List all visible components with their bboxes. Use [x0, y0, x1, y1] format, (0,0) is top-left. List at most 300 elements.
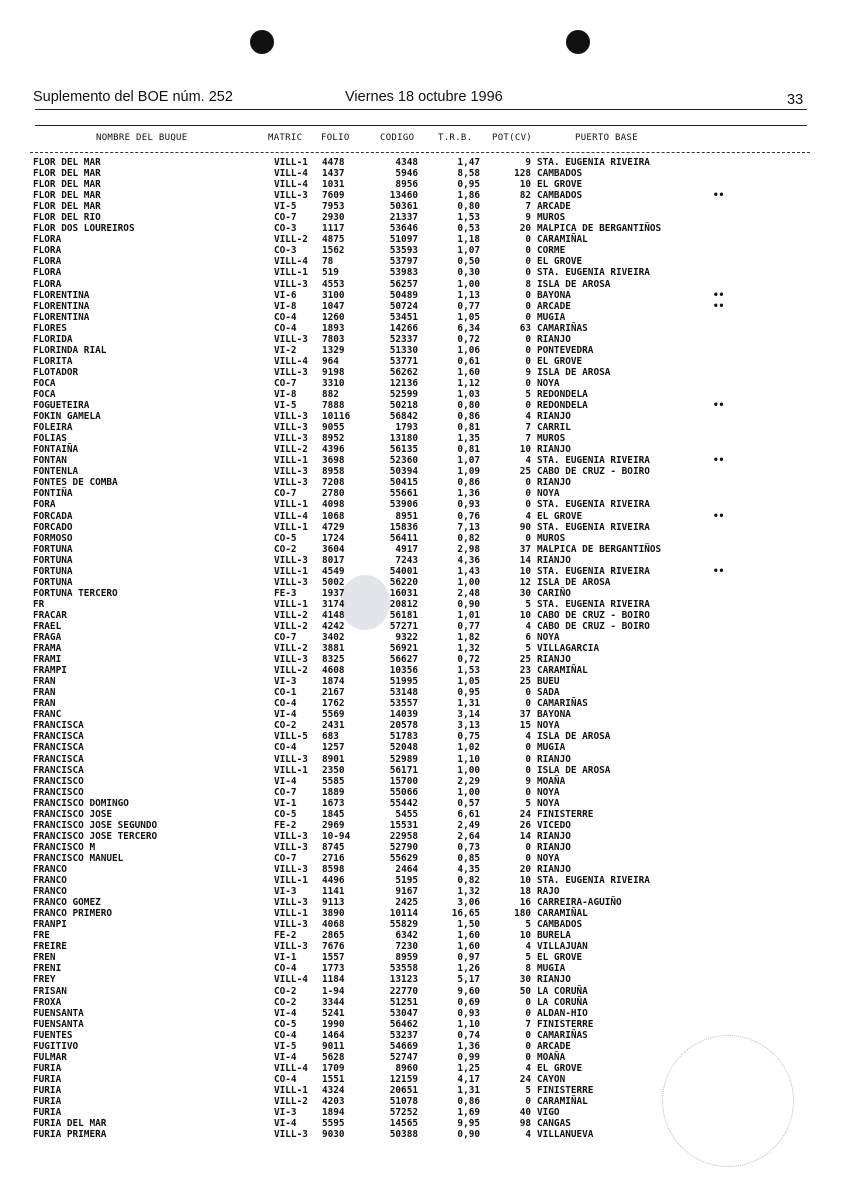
vessel-name: FRANCO	[33, 886, 67, 898]
folio: 1257	[322, 742, 345, 754]
table-row	[0, 245, 847, 256]
port: PONTEVEDRA	[537, 344, 594, 356]
trb: 0,76	[457, 510, 480, 522]
vessel-name: FLOR DEL MAR	[33, 190, 101, 202]
matric: VILL-2	[274, 609, 308, 621]
port: CABO DE CRUZ - BOIRO	[537, 609, 650, 621]
trb: 1,60	[457, 366, 480, 378]
port: CARRIL	[537, 422, 571, 434]
table-row	[0, 444, 847, 455]
port: CABO DE CRUZ - BOIRO	[537, 466, 650, 478]
pot: 4	[525, 1062, 531, 1074]
matric: VILL-4	[274, 179, 308, 191]
pot: 4	[525, 510, 531, 522]
table-row	[0, 577, 847, 588]
pot: 7	[525, 201, 531, 213]
table-row	[0, 157, 847, 168]
pot: 5	[525, 797, 531, 809]
vessel-name: FURIA	[33, 1084, 62, 1096]
matric: VI-4	[274, 775, 297, 787]
port: MUGIA	[537, 963, 566, 975]
folio: 5569	[322, 709, 345, 721]
trb: 1,02	[457, 742, 480, 754]
trb: 9,95	[457, 1118, 480, 1130]
vessel-name: FR	[33, 598, 45, 610]
trb: 0,97	[457, 952, 480, 964]
table-row	[0, 488, 847, 499]
trb: 0,90	[457, 598, 480, 610]
mark: ••	[713, 190, 725, 202]
table-row	[0, 798, 847, 809]
codigo: 56257	[389, 278, 418, 290]
port: EL GROVE	[537, 179, 583, 191]
port: STA. EUGENIA RIVEIRA	[537, 598, 650, 610]
trb: 0,72	[457, 333, 480, 345]
vessel-name: FRAGA	[33, 632, 62, 644]
matric: VI-3	[274, 886, 297, 898]
pot: 0	[525, 256, 531, 268]
pot: 0	[525, 786, 531, 798]
pot: 0	[525, 234, 531, 246]
matric: VI-8	[274, 300, 297, 312]
port: FINISTERRE	[537, 1084, 594, 1096]
trb: 0,75	[457, 731, 480, 743]
matric: VI-8	[274, 388, 297, 400]
pot: 5	[525, 952, 531, 964]
pot: 10	[519, 179, 531, 191]
vessel-name: FRAMI	[33, 654, 62, 666]
pot: 20	[519, 864, 531, 875]
codigo: 51995	[389, 676, 418, 688]
trb: 0,93	[457, 1007, 480, 1019]
codigo: 56262	[389, 366, 418, 378]
table-row	[0, 168, 847, 179]
table-row	[0, 731, 847, 742]
table-row	[0, 742, 847, 753]
matric: VILL-3	[274, 841, 308, 853]
trb: 0,81	[457, 422, 480, 434]
table-row	[0, 941, 847, 952]
folio: 1047	[322, 300, 345, 312]
port: ISLA DE AROSA	[537, 576, 611, 588]
table-row	[0, 632, 847, 643]
port: STA. EUGENIA RIVEIRA	[537, 521, 650, 533]
trb: 2,29	[457, 775, 480, 787]
table-row	[0, 787, 847, 798]
table-row	[0, 345, 847, 356]
matric: CO-2	[274, 985, 297, 997]
table-row	[0, 179, 847, 190]
folio: 1437	[322, 168, 345, 180]
folio: 3881	[322, 643, 345, 655]
folio: 1874	[322, 676, 345, 688]
folio: 1551	[322, 1073, 345, 1085]
pot: 9	[525, 775, 531, 787]
vessel-name: FLOR DOS LOUREIROS	[33, 223, 135, 235]
trb: 1,00	[457, 576, 480, 588]
table-row	[0, 212, 847, 223]
table-row	[0, 367, 847, 378]
folio: 4203	[322, 1095, 345, 1107]
port: NOYA	[537, 852, 560, 864]
pot: 0	[525, 499, 531, 511]
vessel-name: FONTIÑA	[33, 488, 73, 500]
matric: CO-7	[274, 488, 297, 500]
pot: 4	[525, 455, 531, 467]
folio: 4478	[322, 157, 345, 168]
matric: VILL-3	[274, 897, 308, 909]
port: STA. EUGENIA RIVEIRA	[537, 455, 650, 467]
port: CABO DE CRUZ - BOIRO	[537, 620, 650, 632]
codigo: 53047	[389, 1007, 418, 1019]
vessel-name: FLORES	[33, 322, 67, 334]
pot: 98	[519, 1118, 531, 1130]
codigo: 1793	[395, 422, 418, 434]
folio: 1-94	[322, 985, 345, 997]
port: BAYONA	[537, 709, 571, 721]
table-row	[0, 400, 847, 411]
port: LA CORUÑA	[537, 985, 588, 997]
codigo: 13180	[389, 433, 418, 445]
codigo: 53557	[389, 698, 418, 710]
matric: VILL-3	[274, 753, 308, 765]
port: STA. EUGENIA RIVEIRA	[537, 565, 650, 577]
codigo: 53983	[389, 267, 418, 279]
folio: 2431	[322, 720, 345, 732]
port: REDONDELA	[537, 400, 588, 412]
page-number: 33	[787, 92, 804, 108]
port: CAMARIÑAS	[537, 322, 588, 334]
pot: 0	[525, 996, 531, 1008]
vessel-name: FRANCO	[33, 864, 67, 875]
trb: 1,86	[457, 190, 480, 202]
vessel-name: FRANCISCO DOMINGO	[33, 797, 129, 809]
table-row	[0, 190, 847, 201]
pot: 0	[525, 1040, 531, 1052]
table-row	[0, 621, 847, 632]
folio: 1562	[322, 245, 345, 257]
port: CAMBADOS	[537, 190, 583, 202]
table-row	[0, 267, 847, 278]
table-row	[0, 709, 847, 720]
matric: VILL-3	[274, 576, 308, 588]
col-header-codigo: CODIGO	[380, 133, 415, 143]
port: EL GROVE	[537, 256, 583, 268]
codigo: 20651	[389, 1084, 418, 1096]
mark: ••	[713, 400, 725, 412]
vessel-name: FLORA	[33, 256, 62, 268]
trb: 0,53	[457, 223, 480, 235]
codigo: 56220	[389, 576, 418, 588]
folio: 78	[322, 256, 334, 268]
codigo: 5195	[395, 875, 418, 887]
port: RIANJO	[537, 411, 571, 423]
matric: VILL-4	[274, 355, 308, 367]
trb: 0,86	[457, 477, 480, 489]
pot: 37	[519, 709, 531, 721]
port: CAMBADOS	[537, 168, 583, 180]
codigo: 51078	[389, 1095, 418, 1107]
codigo: 52599	[389, 388, 418, 400]
folio: 4396	[322, 444, 345, 456]
vessel-name: FORCADA	[33, 510, 73, 522]
pot: 10	[519, 565, 531, 577]
table-row	[0, 201, 847, 212]
folio: 7888	[322, 400, 345, 412]
table-row	[0, 974, 847, 985]
trb: 1,06	[457, 344, 480, 356]
port: RIANJO	[537, 864, 571, 875]
folio: 3698	[322, 455, 345, 467]
vessel-name: FLORENTINA	[33, 289, 90, 301]
mark: ••	[713, 289, 725, 301]
mark: ••	[713, 510, 725, 522]
matric: VILL-1	[274, 875, 308, 887]
folio: 2969	[322, 819, 345, 831]
matric: VILL-3	[274, 830, 308, 842]
port: ISLA DE AROSA	[537, 764, 611, 776]
pot: 0	[525, 245, 531, 257]
pot: 0	[525, 764, 531, 776]
table-row	[0, 1019, 847, 1030]
pot: 24	[519, 808, 531, 820]
vessel-name: FRACAR	[33, 609, 67, 621]
folio: 683	[322, 731, 339, 743]
folio: 9055	[322, 422, 345, 434]
table-row	[0, 256, 847, 267]
folio: 1117	[322, 223, 345, 235]
matric: VILL-1	[274, 598, 308, 610]
pot: 10	[519, 609, 531, 621]
codigo: 52337	[389, 333, 418, 345]
table-row	[0, 422, 847, 433]
codigo: 51251	[389, 996, 418, 1008]
folio: 3310	[322, 377, 345, 389]
pot: 0	[525, 289, 531, 301]
folio: 964	[322, 355, 339, 367]
folio: 4496	[322, 875, 345, 887]
trb: 2,98	[457, 543, 480, 555]
trb: 0,90	[457, 1129, 480, 1141]
vessel-name: FRANPI	[33, 919, 67, 931]
port: EL GROVE	[537, 952, 583, 964]
pot: 4	[525, 620, 531, 632]
table-row	[0, 698, 847, 709]
vessel-name: FRANCISCA	[33, 731, 84, 743]
port: MALPICA DE BERGANTIÑOS	[537, 223, 662, 235]
codigo: 8960	[395, 1062, 418, 1074]
trb: 0,30	[457, 267, 480, 279]
port: RAJO	[537, 886, 560, 898]
vessel-name: FLORIDA	[33, 333, 73, 345]
pot: 4	[525, 1129, 531, 1141]
pot: 14	[519, 830, 531, 842]
codigo: 56181	[389, 609, 418, 621]
pot: 0	[525, 1029, 531, 1041]
vessel-name: FULMAR	[33, 1051, 67, 1063]
matric: VILL-3	[274, 864, 308, 875]
trb: 5,17	[457, 974, 480, 986]
folio: 3890	[322, 908, 345, 920]
table-row	[0, 754, 847, 765]
folio: 9030	[322, 1129, 345, 1141]
trb: 1,12	[457, 377, 480, 389]
vessel-name: FROXA	[33, 996, 62, 1008]
trb: 0,61	[457, 355, 480, 367]
folio: 8325	[322, 654, 345, 666]
pot: 0	[525, 742, 531, 754]
trb: 0,86	[457, 1095, 480, 1107]
pot: 18	[519, 886, 531, 898]
pot: 14	[519, 554, 531, 566]
table-row	[0, 279, 847, 290]
vessel-name: FORTUNA	[33, 543, 73, 555]
matric: VILL-1	[274, 499, 308, 511]
codigo: 10356	[389, 665, 418, 677]
codigo: 53771	[389, 355, 418, 367]
port: CARAMIÑAL	[537, 908, 588, 920]
col-header-trb: T.R.B.	[438, 133, 473, 143]
port: LA CORUÑA	[537, 996, 588, 1008]
port: EL GROVE	[537, 1062, 583, 1074]
trb: 0,80	[457, 400, 480, 412]
folio: 3604	[322, 543, 345, 555]
port: STA. EUGENIA RIVEIRA	[537, 875, 650, 887]
table-row	[0, 312, 847, 323]
pot: 0	[525, 687, 531, 699]
matric: CO-3	[274, 223, 297, 235]
pot: 0	[525, 311, 531, 323]
port: CARIÑO	[537, 587, 571, 599]
codigo: 52989	[389, 753, 418, 765]
vessel-name: FORTUNA	[33, 576, 73, 588]
vessel-name: FRAN	[33, 676, 56, 688]
table-row	[0, 511, 847, 522]
pot: 7	[525, 422, 531, 434]
vessel-name: FORMOSO	[33, 532, 73, 544]
trb: 1,53	[457, 665, 480, 677]
matric: VILL-1	[274, 764, 308, 776]
matric: CO-4	[274, 322, 297, 334]
codigo: 50361	[389, 201, 418, 213]
vessel-name: FLORINDA RIAL	[33, 344, 107, 356]
vessel-name: FRANCISCO	[33, 786, 84, 798]
codigo: 15531	[389, 819, 418, 831]
table-row	[0, 1008, 847, 1019]
matric: VILL-2	[274, 444, 308, 456]
vessel-name: FRISAN	[33, 985, 67, 997]
trb: 0,57	[457, 797, 480, 809]
pot: 10	[519, 444, 531, 456]
table-row	[0, 455, 847, 466]
table-row	[0, 765, 847, 776]
table-row	[0, 433, 847, 444]
codigo: 55661	[389, 488, 418, 500]
matric: VILL-4	[274, 974, 308, 986]
port: RIANJO	[537, 753, 571, 765]
codigo: 56921	[389, 643, 418, 655]
port: CARREIRA-AGUIÑO	[537, 897, 622, 909]
port: MUROS	[537, 532, 566, 544]
vessel-name: FOCA	[33, 377, 56, 389]
vessel-name: FUGITIVO	[33, 1040, 79, 1052]
matric: VILL-4	[274, 1062, 308, 1074]
codigo: 8956	[395, 179, 418, 191]
trb: 3,14	[457, 709, 480, 721]
matric: VILL-2	[274, 234, 308, 246]
port: ISLA DE AROSA	[537, 731, 611, 743]
pot: 8	[525, 278, 531, 290]
folio: 8598	[322, 864, 345, 875]
pot: 25	[519, 676, 531, 688]
matric: VILL-1	[274, 908, 308, 920]
codigo: 53646	[389, 223, 418, 235]
port: ARCADE	[537, 300, 571, 312]
trb: 1,10	[457, 753, 480, 765]
trb: 0,93	[457, 499, 480, 511]
matric: VILL-3	[274, 278, 308, 290]
table-row	[0, 466, 847, 477]
folio: 5595	[322, 1118, 345, 1130]
port: SADA	[537, 687, 560, 699]
folio: 2716	[322, 852, 345, 864]
port: EL GROVE	[537, 510, 583, 522]
port: ARCADE	[537, 1040, 571, 1052]
codigo: 50394	[389, 466, 418, 478]
pot: 0	[525, 1051, 531, 1063]
pot: 16	[519, 897, 531, 909]
pot: 0	[525, 488, 531, 500]
folio: 8901	[322, 753, 345, 765]
trb: 1,60	[457, 941, 480, 953]
codigo: 55066	[389, 786, 418, 798]
codigo: 22770	[389, 985, 418, 997]
folio: 1031	[322, 179, 345, 191]
codigo: 14039	[389, 709, 418, 721]
matric: VILL-2	[274, 620, 308, 632]
matric: VI-6	[274, 289, 297, 301]
header-date: Viernes 18 octubre 1996	[345, 89, 503, 105]
codigo: 50489	[389, 289, 418, 301]
trb: 16,65	[451, 908, 480, 920]
codigo: 7243	[395, 554, 418, 566]
trb: 3,13	[457, 720, 480, 732]
trb: 2,48	[457, 587, 480, 599]
matric: VILL-4	[274, 510, 308, 522]
table-row	[0, 776, 847, 787]
folio: 5002	[322, 576, 345, 588]
mark: ••	[713, 455, 725, 467]
matric: VILL-3	[274, 554, 308, 566]
pot: 0	[525, 477, 531, 489]
matric: VILL-1	[274, 521, 308, 533]
pot: 0	[525, 355, 531, 367]
port: CORME	[537, 245, 566, 257]
trb: 1,00	[457, 764, 480, 776]
matric: CO-7	[274, 852, 297, 864]
table-row	[0, 301, 847, 312]
port: CANGAS	[537, 1118, 571, 1130]
vessel-name: FLOTADOR	[33, 366, 79, 378]
matric: VILL-3	[274, 1129, 308, 1141]
matric: CO-4	[274, 1073, 297, 1085]
matric: CO-1	[274, 687, 297, 699]
pot: 30	[519, 587, 531, 599]
trb: 1,09	[457, 466, 480, 478]
codigo: 57252	[389, 1107, 418, 1119]
table-row	[0, 223, 847, 234]
folio: 9113	[322, 897, 345, 909]
